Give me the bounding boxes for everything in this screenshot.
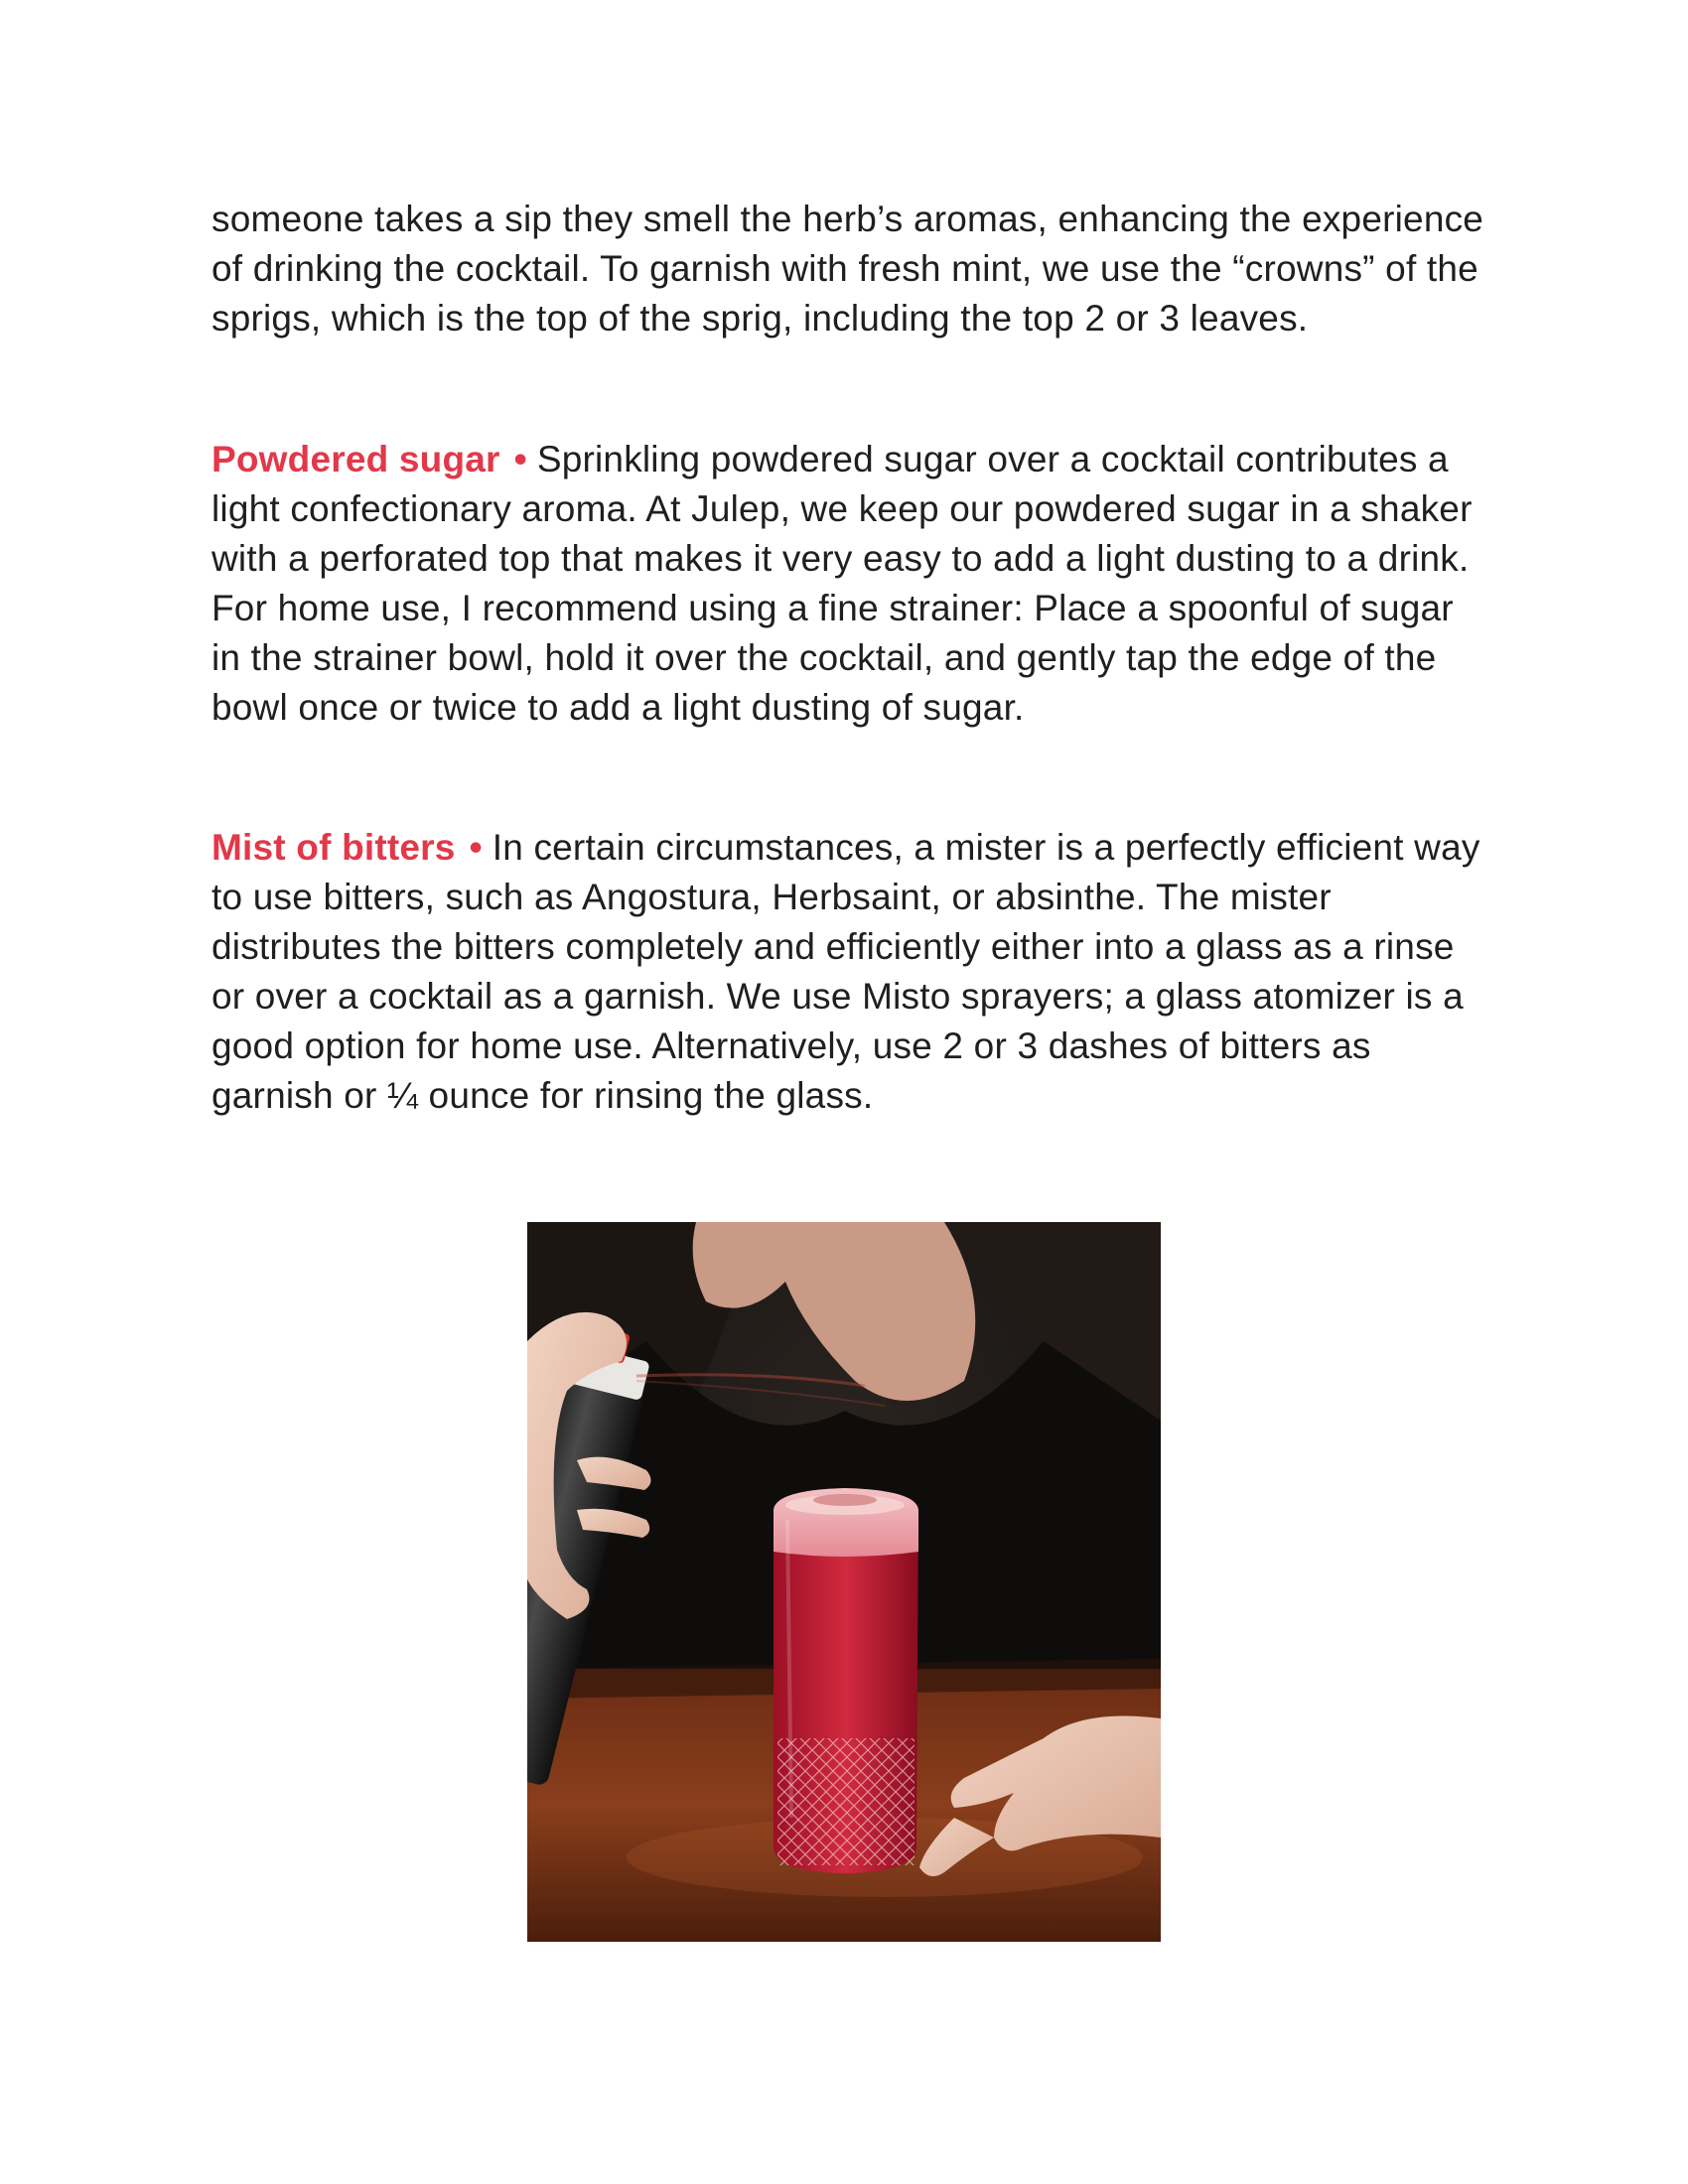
powdered-sugar-text: Sprinkling powdered sugar over a cocktail contributes a light confectionary aroma. At Julep, we keep our powdered sugar in a shaker with a perforated top that makes it very easy to add a light dusting to a drink. For home use, I recommend using a fine strainer: Place a spoonful of sugar in the strainer bowl, hold it over the cocktail, and gently tap the edge of the bowl once or twice to add a light dusting of sugar. — [211, 439, 1473, 728]
cocktail-misting-photo — [527, 1222, 1161, 1942]
mist-of-bitters-text: In certain circumstances, a mister is a perfectly efficient way to use bitters, such as Angostura, Herbsaint, or absinthe. The mister distributes the bitters completely and efficiently either into a glass as a rinse or over a cocktail as a garnish. We use Misto sprayers; a glass atomizer is a good option for home use. Alternatively, use 2 or 3 dashes of bitters as garnish or ¼ ounce for rinsing the glass. — [211, 827, 1480, 1116]
paragraph-mist-of-bitters — [211, 823, 1492, 1121]
mist-of-bitters-heading: Mist of bitters — [211, 827, 456, 868]
paragraph-mint-text: someone takes a sip they smell the herb’s aromas, enhancing the experience of drinking the cocktail. To garnish with fresh mint, we use the “crowns” of the sprigs, which is the top of the sprig, including the top 2 or 3 leaves. — [211, 199, 1484, 339]
bullet-separator: • — [513, 439, 527, 479]
powdered-sugar-heading: Powdered sugar — [211, 439, 500, 479]
paragraph-powdered-sugar — [211, 435, 1492, 733]
bullet-separator: • — [469, 827, 483, 868]
paragraph-mint — [211, 195, 1492, 343]
